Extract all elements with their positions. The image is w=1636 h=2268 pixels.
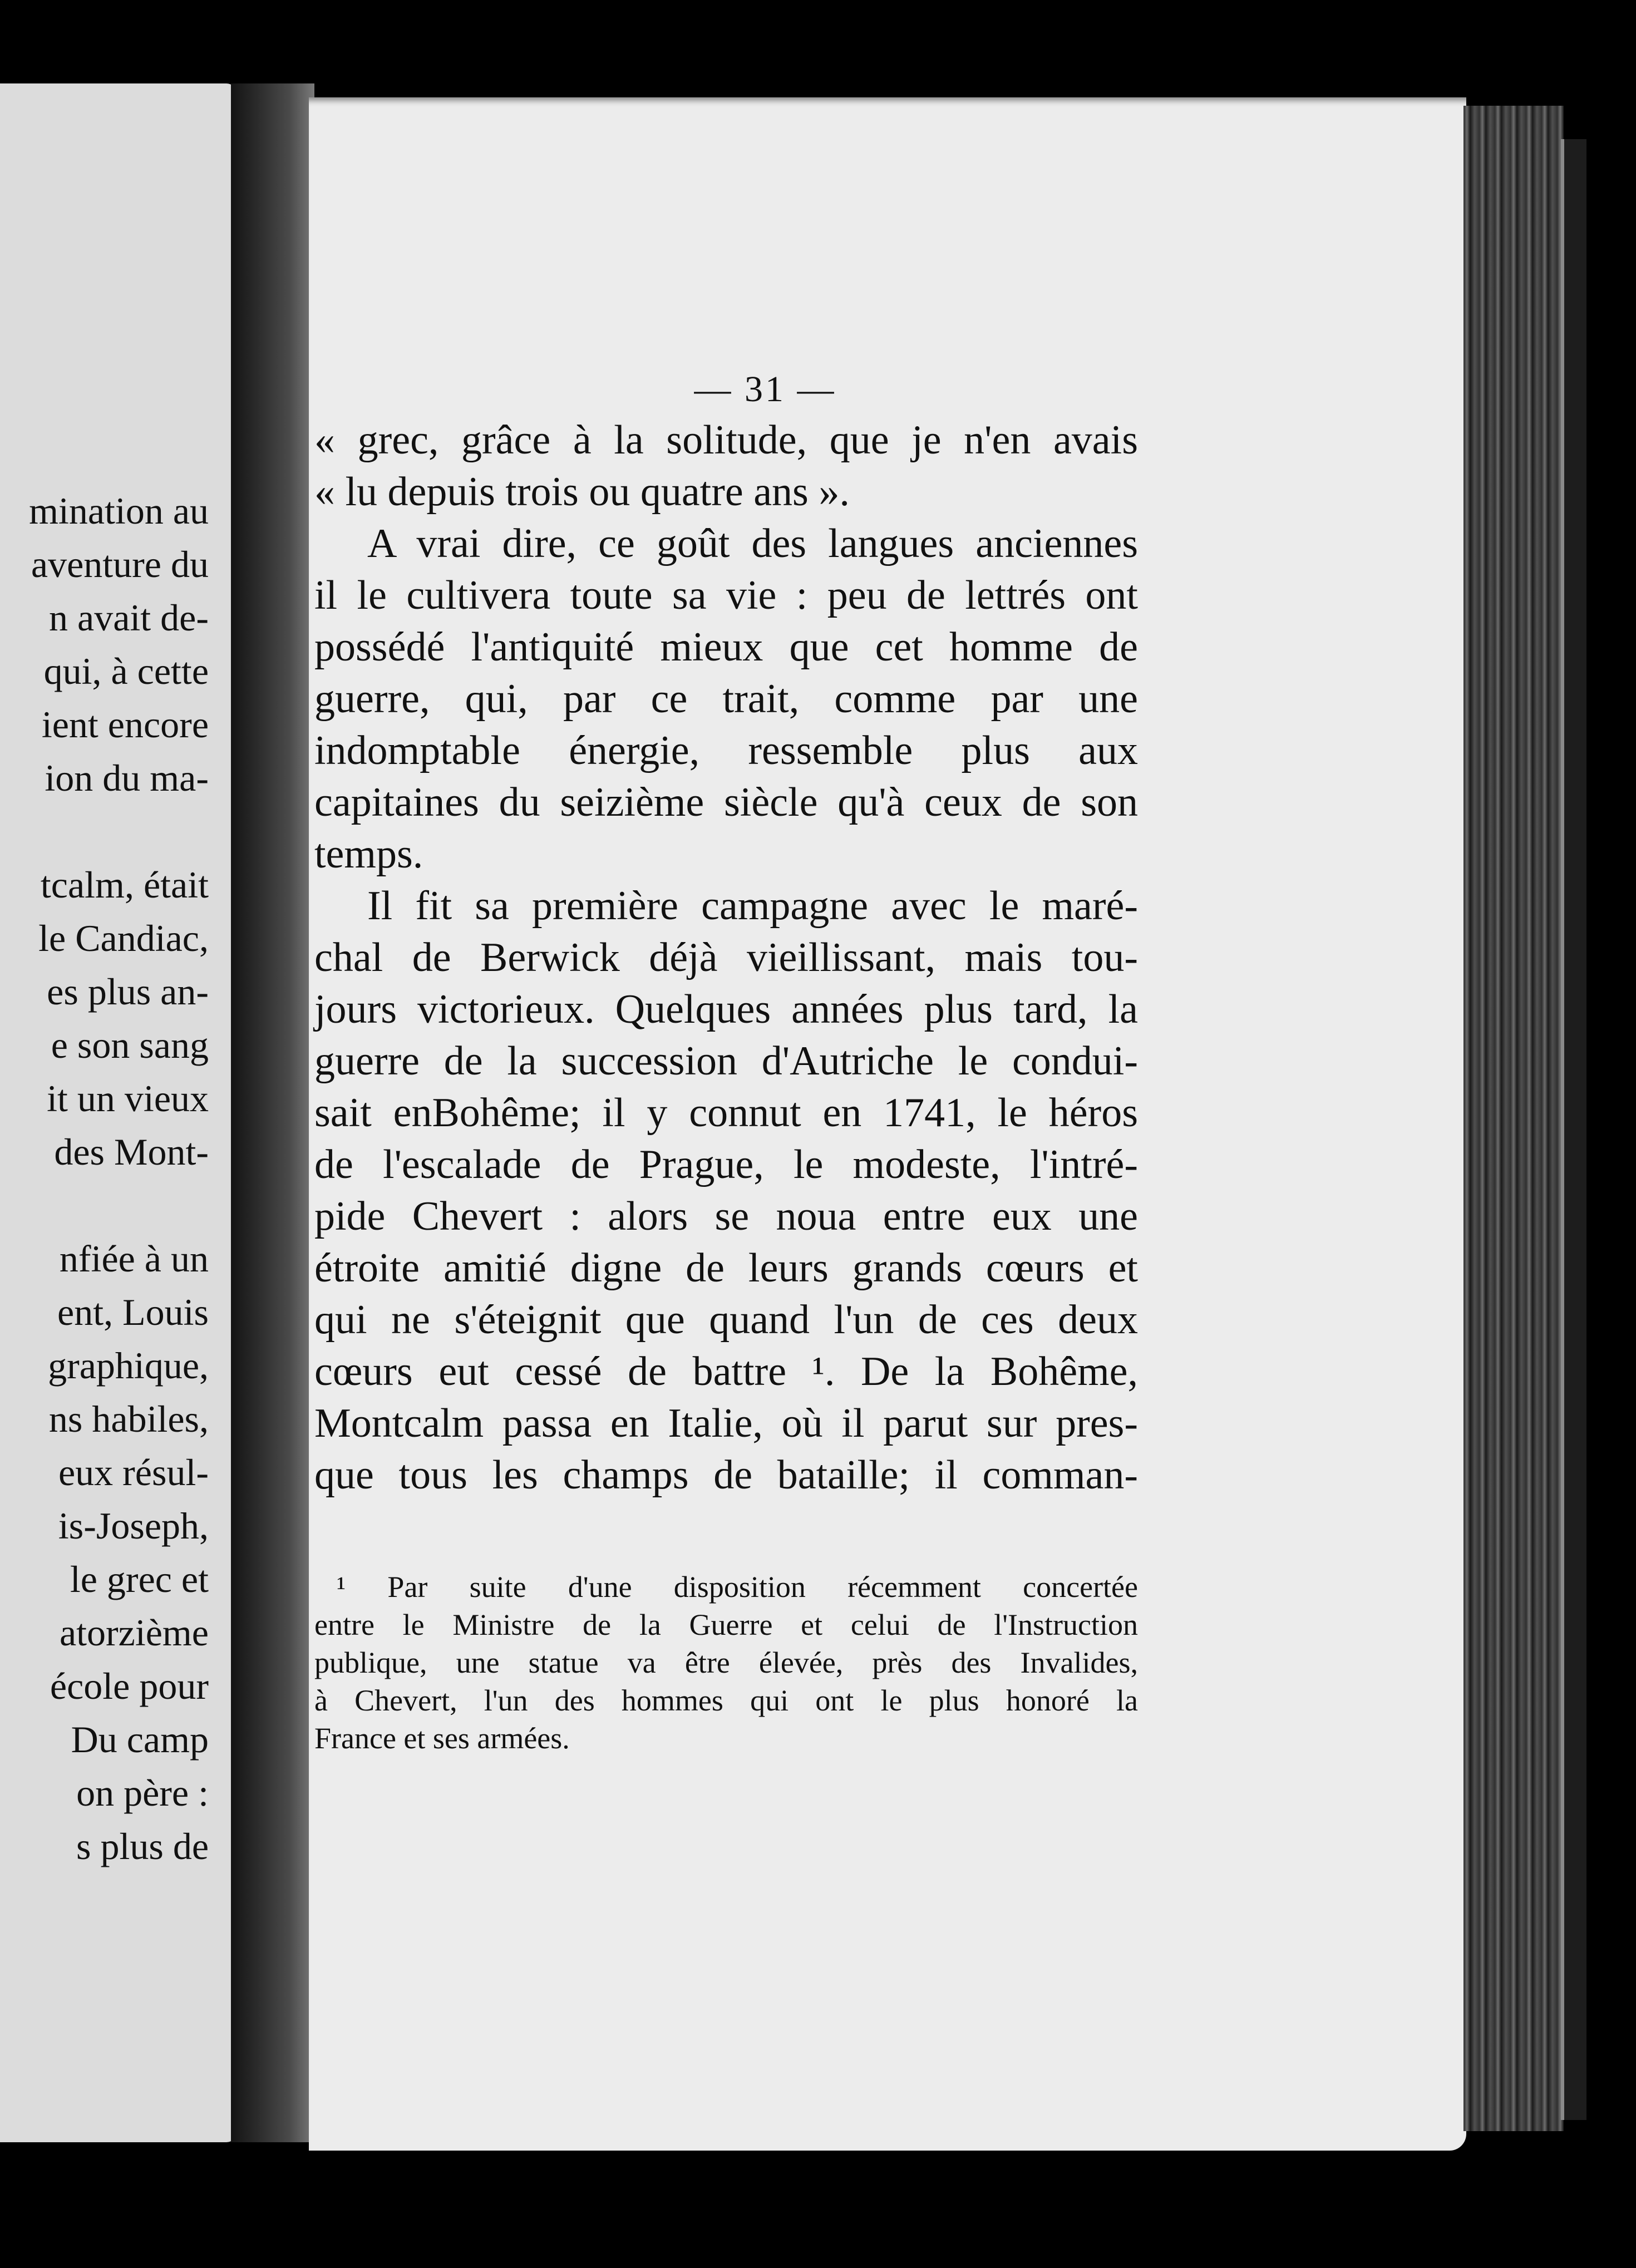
text-line: Montcalm passa en Italie, où il parut sur pres- bbox=[314, 1401, 1138, 1446]
text-line: « grec, grâce à la solitude, que je n'en avais bbox=[314, 417, 1138, 463]
left-text-line: ent, Louis bbox=[57, 1291, 209, 1333]
paragraph-gap bbox=[0, 1179, 209, 1232]
left-text-line: ion du ma- bbox=[45, 757, 209, 799]
text-line: cœurs eut cessé de battre ¹. De la Bohême, bbox=[314, 1349, 1138, 1394]
left-text-line: on père : bbox=[76, 1772, 209, 1814]
left-text-line: le grec et bbox=[70, 1558, 209, 1600]
left-text-line: école pour bbox=[50, 1665, 209, 1707]
text-line: capitaines du seizième siècle qu'à ceux de son bbox=[314, 780, 1138, 825]
text-line: guerre de la succession d'Autriche le condui- bbox=[314, 1038, 1138, 1084]
cover-edge bbox=[1561, 139, 1586, 2120]
paragraph-premiere-campagne bbox=[314, 880, 1138, 1501]
text-line: qui ne s'éteignit que quand l'un de ces deux bbox=[314, 1297, 1138, 1343]
footnote-line: à Chevert, l'un des hommes qui ont le plus honoré la bbox=[314, 1684, 1138, 1717]
footnote-line: ¹ Par suite d'une disposition récemment concertée bbox=[337, 1570, 1138, 1604]
left-text-line: graphique, bbox=[48, 1344, 209, 1387]
text-line: étroite amitié digne de leurs grands cœurs et bbox=[314, 1245, 1138, 1291]
left-text-line: s plus de bbox=[76, 1825, 209, 1867]
text-line: A vrai dire, ce goût des langues anciennes bbox=[367, 521, 1138, 566]
book-gutter bbox=[231, 83, 314, 2142]
left-text-line: aventure du bbox=[31, 543, 209, 585]
text-line: de l'escalade de Prague, le modeste, l'intré- bbox=[314, 1142, 1138, 1187]
text-line: Il fit sa première campagne avec le maré- bbox=[367, 883, 1138, 929]
left-text-line: Du camp bbox=[71, 1718, 209, 1761]
right-page-content bbox=[314, 364, 1138, 1757]
footnote-line: entre le Ministre de la Guerre et celui de l'Instruction bbox=[314, 1608, 1138, 1641]
left-text-line: ient encore bbox=[41, 703, 209, 746]
left-text-line: es plus an- bbox=[47, 970, 209, 1013]
left-text-line: qui, à cette bbox=[43, 650, 209, 692]
text-line: que tous les champs de bataille; il comman- bbox=[314, 1452, 1138, 1498]
text-line: il le cultivera toute sa vie : peu de lettrés ont bbox=[314, 573, 1138, 618]
left-text-line: nfiée à un bbox=[59, 1237, 209, 1280]
text-line: temps. bbox=[314, 831, 423, 877]
page-number: — 31 — bbox=[694, 369, 836, 410]
left-page-text bbox=[0, 484, 209, 1873]
paragraph-langues-anciennes bbox=[314, 518, 1138, 880]
text-line: jours victorieux. Quelques années plus tard, la bbox=[314, 987, 1138, 1032]
page-edges bbox=[1463, 106, 1564, 2131]
left-text-line: mination au bbox=[29, 490, 209, 532]
left-text-line: tcalm, était bbox=[40, 864, 209, 906]
left-text-line: le Candiac, bbox=[38, 917, 209, 959]
text-line: pide Chevert : alors se noua entre eux une bbox=[314, 1194, 1138, 1239]
left-text-line: it un vieux bbox=[47, 1077, 209, 1120]
left-text-line: eux résul- bbox=[58, 1451, 209, 1493]
left-text-line: n avait de- bbox=[49, 596, 209, 639]
paragraph-gap bbox=[0, 805, 209, 858]
text-line: chal de Berwick déjà vieillissant, mais tou- bbox=[314, 935, 1138, 980]
left-text-line: e son sang bbox=[51, 1024, 209, 1066]
left-text-line: is-Joseph, bbox=[58, 1505, 209, 1547]
left-text-line: des Mont- bbox=[54, 1131, 209, 1173]
footnote bbox=[314, 1568, 1138, 1757]
text-line: sait enBohême; il y connut en 1741, le héros bbox=[314, 1090, 1138, 1136]
left-text-line: atorzième bbox=[59, 1611, 209, 1654]
left-page bbox=[0, 83, 236, 2142]
paragraph-quote-end bbox=[314, 415, 1138, 518]
footnote-line: France et ses armées. bbox=[314, 1722, 570, 1755]
text-line: indomptable énergie, ressemble plus aux bbox=[314, 728, 1138, 773]
left-text-line: ns habiles, bbox=[48, 1398, 209, 1440]
text-line: guerre, qui, par ce trait, comme par une bbox=[314, 676, 1138, 722]
text-line: « lu depuis trois ou quatre ans ». bbox=[314, 469, 850, 515]
footnote-line: publique, une statue va être élevée, près des Invalides, bbox=[314, 1646, 1138, 1679]
text-line: possédé l'antiquité mieux que cet homme de bbox=[314, 624, 1138, 670]
